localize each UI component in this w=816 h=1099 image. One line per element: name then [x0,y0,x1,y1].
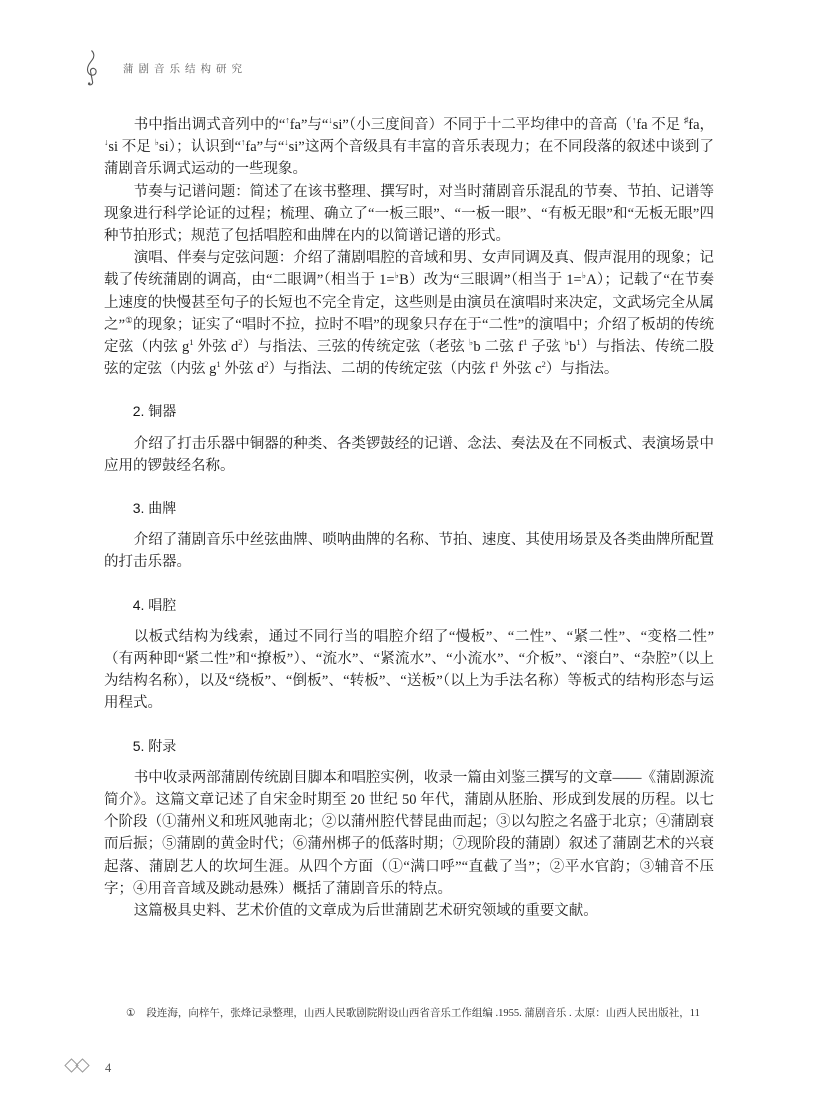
body-paragraph: 演唱、伴奏与定弦问题：介绍了蒲剧唱腔的音域和男、女声同调及真、假声混用的现象；记载了传统蒲剧的调高，由“二眼调”（相当于 1=♭B）改为“三眼调”（相当于 1=♭A）；记载了“在节奏上速度的快慢甚至句子的长短也不完全肯定，这些则是由演员在演唱时来决定，文武场完全从属之”①的现象；证实了“唱时不拉，拉时不唱”的现象只存在于“二性”的演唱中；介绍了板胡的传统定弦（内弦 $g^1$ 外弦 $d^2$）与指法、三弦的传统定弦（老弦 ♭b 二弦 $f^1$ 子弦 $^♭b^1$）与指法、传统二股弦的定弦（内弦 $g^1$ 外弦 $d^2$）与指法、二胡的传统定弦（内弦 $f^1$ 外弦 $c^2$）与指法。 [104,250,715,378]
page-footer [64,1058,111,1078]
footnote-marker: ① [126,1008,136,1019]
body-paragraph: 书中收录两部蒲剧传统剧目脚本和唱腔实例，收录一篇由刘鉴三撰写的文章——《蒲剧源流简介》。这篇文章记述了自宋金时期至 20 世纪 50 年代，蒲剧从胚胎、形成到发展的历程。以七个阶段（①蒲州义和班风驰南北；②以蒲州腔代替昆曲而起；③以勾腔之名盛于北京；④蒲剧衰而后振；⑤蒲剧的黄金时代；⑥蒲州梆子的低落时期；⑦现阶段的蒲剧）叙述了蒲剧艺术的兴衰起落、蒲剧艺人的坎坷生涯。从四个方面（①“满口呼”“直截了当”；②平水官韵；③辅音不压字；④用音音域及跳动悬殊）概括了蒲剧音乐的特点。 [104,769,714,897]
page-body [104,114,714,922]
page-header [84,50,247,86]
body-paragraph: 这篇极具史料、艺术价值的文章成为后世蒲剧艺术研究领域的重要文献。 [133,903,598,920]
section-heading: 3. 曲牌 [132,500,177,517]
page-number: 4 [105,1060,112,1075]
treble-clef-icon [84,50,99,86]
section-heading: 4. 唱腔 [132,596,177,613]
body-paragraph: 介绍了打击乐器中铜器的种类、各类锣鼓经的记谱、念法、奏法及在不同板式、表演场景中应用的锣鼓经名称。 [104,435,714,474]
running-head-title: 蒲剧音乐结构研究 [123,63,247,75]
footnote-text: 段连海，向梓午，张烽记录整理，山西人民歌剧院附设山西省音乐工作组编 .1955. 蒲剧音乐 . 太原：山西人民出版社，11 [146,1008,700,1019]
body-paragraph: 以板式结构为线索，通过不同行当的唱腔介绍了“慢板”、“二性”、“紧二性”、“变格二性”（有两种即“紧二性”和“撩板”）、“流水”、“紧流水”、“小流水”、“介板”、“滚白”、“杂腔”（以上为结构名称），以及“绕板”、“倒板”、“转板”、“送板”（以上为手法名称）等板式的结构形态与运用程式。 [104,628,714,712]
footnote [126,1006,718,1021]
body-paragraph: 介绍了蒲剧音乐中丝弦曲牌、唢呐曲牌的名称、节拍、速度、其使用场景及各类曲牌所配置的打击乐器。 [104,532,714,571]
section-heading: 5. 附录 [132,737,177,754]
body-paragraph: 节奏与记谱问题：简述了在该书整理、撰写时，对当时蒲剧音乐混乱的节奏、节拍、记谱等现象进行科学论证的过程；梳理、确立了“一板三眼”、“一板一眼”、“有板无眼”和“无板无眼”四种节拍形式；规范了包括唱腔和曲牌在内的以简谱记谱的形式。 [104,183,714,245]
section-heading: 2. 铜器 [132,403,177,420]
body-paragraph: 书中指出调式音列中的“↑fa”与“↓si”（小三度间音）不同于十二平均律中的音高（↑fa 不足 ♯fa，↓si 不足 ♭si）；认识到“↑fa”与“↓si”这两个音级具有丰富的音乐表现力；在不同段落的叙述中谈到了蒲剧音乐调式运动的一些现象。 [104,115,715,178]
double-diamond-icon [64,1058,90,1078]
